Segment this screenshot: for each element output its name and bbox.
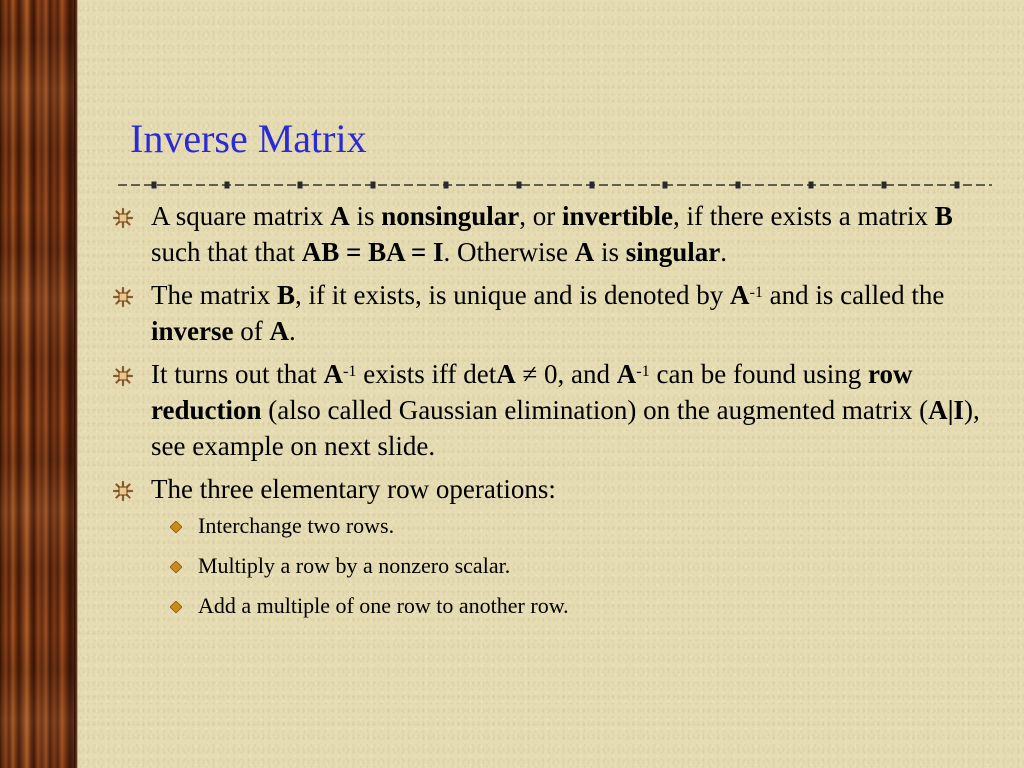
sub-bullet-text: Add a multiple of one row to another row. — [198, 593, 569, 618]
diamond-icon — [170, 601, 182, 613]
star-burst-icon — [112, 286, 134, 308]
wood-edge-shadow — [74, 0, 78, 768]
diamond-icon — [170, 561, 182, 573]
divider-mark — [298, 182, 303, 189]
diamond-icon — [170, 521, 182, 533]
sub-bullet-item — [170, 591, 992, 621]
divider-mark — [225, 182, 230, 189]
bullet-item — [112, 471, 992, 621]
sub-bullet-item — [170, 551, 992, 581]
bullet-text: It turns out that $A^{-1}$ exists iff detA ≠ 0, and $A^{-1}$ can be found using row reduction (also called Gaussian elimination) on the augmented matrix (A|I), see example on next slide. — [151, 359, 980, 461]
divider-mark — [517, 182, 522, 189]
divider-mark — [809, 182, 814, 189]
star-burst-icon — [112, 365, 134, 387]
bullet-text: The three elementary row operations: — [151, 474, 556, 504]
star-burst-icon — [112, 207, 134, 229]
divider-mark — [736, 182, 741, 189]
bullet-text: The matrix B, if it exists, is unique and is denoted by $A^{-1}$ and is called the inverse of A. — [151, 280, 945, 346]
bullet-item — [112, 198, 992, 270]
star-burst-icon — [112, 480, 134, 502]
divider-mark — [955, 182, 960, 189]
sub-bullet-text: Multiply a row by a nonzero scalar. — [198, 553, 511, 578]
bullet-list — [112, 198, 992, 631]
divider-mark — [152, 182, 157, 189]
divider-mark — [590, 182, 595, 189]
divider-mark — [444, 182, 449, 189]
bullet-item — [112, 277, 992, 349]
title-divider — [118, 178, 992, 192]
divider-mark — [371, 182, 376, 189]
sub-bullet-text: Interchange two rows. — [198, 513, 395, 538]
divider-mark — [663, 182, 668, 189]
sub-bullet-list — [151, 511, 992, 621]
bullet-item — [112, 356, 992, 464]
sub-bullet-item — [170, 511, 992, 541]
bullet-text: A square matrix A is nonsingular, or invertible, if there exists a matrix B such that that AB = BA = I. Otherwise A is singular. — [151, 201, 953, 267]
wood-grain-overlay — [0, 0, 74, 768]
divider-mark — [882, 182, 887, 189]
slide-title: Inverse Matrix — [130, 116, 367, 161]
